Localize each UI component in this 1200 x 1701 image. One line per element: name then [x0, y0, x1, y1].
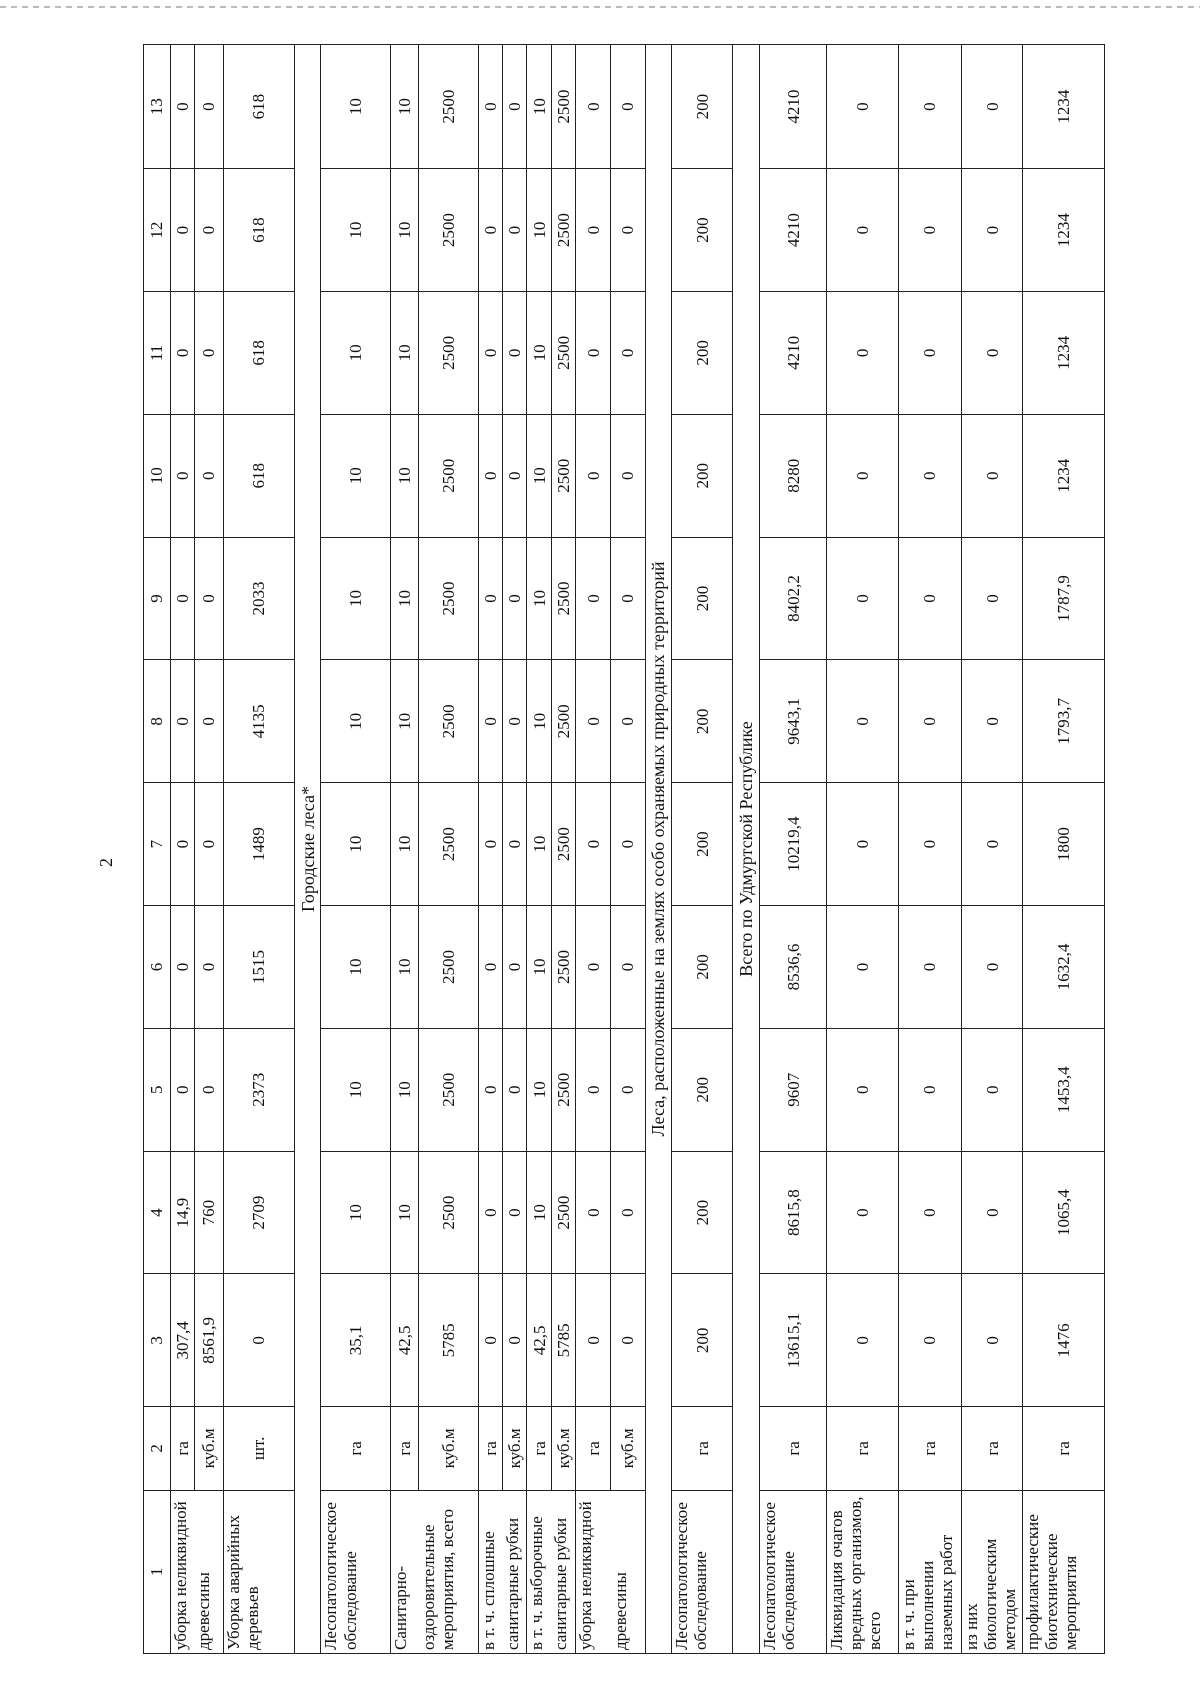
value-cell: 1515 — [223, 906, 294, 1029]
value-cell: 10 — [527, 414, 551, 537]
value-cell: 200 — [672, 1028, 733, 1151]
value-cell: 2500 — [551, 783, 575, 906]
value-cell: 0 — [827, 169, 898, 292]
row-label: Лесопатологическое обследование — [672, 1490, 733, 1653]
value-cell: 2500 — [551, 537, 575, 660]
value-cell: 0 — [170, 537, 194, 660]
value-cell: 0 — [898, 1028, 961, 1151]
value-cell: 0 — [827, 292, 898, 415]
value-cell: 760 — [194, 1151, 223, 1274]
value-cell: 1476 — [1023, 1274, 1105, 1407]
value-cell: 1489 — [223, 783, 294, 906]
value-cell: 0 — [827, 414, 898, 537]
value-cell: 0 — [478, 292, 502, 415]
value-cell: 0 — [611, 783, 646, 906]
value-cell: 0 — [503, 1274, 527, 1407]
table-row — [760, 45, 827, 1654]
value-cell: 0 — [898, 537, 961, 660]
unit-cell: куб.м — [551, 1407, 575, 1491]
value-cell: 0 — [194, 414, 223, 537]
header-cell: 1 — [144, 1490, 171, 1653]
value-cell: 200 — [672, 660, 733, 783]
value-cell: 0 — [961, 292, 1022, 415]
value-cell: 10 — [321, 45, 390, 169]
value-cell: 1632,4 — [1023, 906, 1105, 1029]
value-cell: 0 — [478, 1151, 502, 1274]
section-title: Леса, расположенные на землях особо охраняемых природных территорий — [645, 45, 672, 1654]
value-cell: 0 — [170, 45, 194, 169]
value-cell: 200 — [672, 169, 733, 292]
value-cell: 2033 — [223, 537, 294, 660]
value-cell: 4210 — [760, 45, 827, 169]
value-cell: 10 — [527, 1028, 551, 1151]
value-cell: 0 — [576, 45, 611, 169]
unit-cell: га — [961, 1407, 1022, 1491]
row-label: в т. ч. сплошные — [478, 1490, 502, 1653]
value-cell: 10 — [527, 45, 551, 169]
scan-artifact-line — [0, 6, 1200, 8]
value-cell: 10 — [390, 45, 419, 169]
value-cell: 0 — [194, 660, 223, 783]
value-cell: 200 — [672, 1151, 733, 1274]
unit-cell: га — [321, 1407, 390, 1491]
value-cell: 0 — [898, 660, 961, 783]
value-cell: 618 — [223, 292, 294, 415]
value-cell: 10 — [321, 906, 390, 1029]
value-cell: 0 — [478, 414, 502, 537]
value-cell: 8402,2 — [760, 537, 827, 660]
value-cell: 0 — [898, 292, 961, 415]
value-cell: 8280 — [760, 414, 827, 537]
value-cell: 5785 — [551, 1274, 575, 1407]
value-cell: 0 — [503, 660, 527, 783]
value-cell: 0 — [503, 292, 527, 415]
value-cell: 10 — [527, 906, 551, 1029]
header-cell: 8 — [144, 660, 171, 783]
value-cell: 0 — [611, 1274, 646, 1407]
value-cell: 0 — [898, 414, 961, 537]
table-row — [672, 45, 733, 1654]
unit-cell: га — [478, 1407, 502, 1491]
value-cell: 1234 — [1023, 414, 1105, 537]
row-label: уборка неликвидной — [576, 1490, 611, 1653]
unit-cell: куб.м — [503, 1407, 527, 1491]
value-cell: 0 — [194, 906, 223, 1029]
value-cell: 0 — [576, 414, 611, 537]
value-cell: 0 — [961, 906, 1022, 1029]
value-cell: 0 — [576, 1274, 611, 1407]
unit-cell: га — [898, 1407, 961, 1491]
value-cell: 2500 — [551, 660, 575, 783]
header-cell: 2 — [144, 1407, 171, 1491]
unit-cell: га — [672, 1407, 733, 1491]
value-cell: 1234 — [1023, 45, 1105, 169]
unit-cell: шт. — [223, 1407, 294, 1491]
value-cell: 10 — [390, 783, 419, 906]
value-cell: 0 — [194, 537, 223, 660]
value-cell: 10 — [390, 660, 419, 783]
value-cell: 200 — [672, 414, 733, 537]
value-cell: 8615,8 — [760, 1151, 827, 1274]
value-cell: 10 — [321, 1028, 390, 1151]
unit-cell: га — [170, 1407, 194, 1491]
value-cell: 13615,1 — [760, 1274, 827, 1407]
value-cell: 8536,6 — [760, 906, 827, 1029]
value-cell: 1453,4 — [1023, 1028, 1105, 1151]
value-cell: 2500 — [419, 660, 478, 783]
value-cell: 10 — [321, 783, 390, 906]
table-row — [551, 45, 575, 1654]
value-cell: 10 — [390, 1028, 419, 1151]
value-cell: 9607 — [760, 1028, 827, 1151]
table-row — [170, 45, 194, 1654]
value-cell: 1234 — [1023, 292, 1105, 415]
value-cell: 0 — [611, 292, 646, 415]
row-label: Уборка аварийных деревьев — [223, 1490, 294, 1653]
value-cell: 9643,1 — [760, 660, 827, 783]
page-number: 2 — [96, 858, 116, 867]
header-cell: 12 — [144, 169, 171, 292]
value-cell: 0 — [961, 414, 1022, 537]
header-cell: 13 — [144, 45, 171, 169]
value-cell: 10 — [321, 1151, 390, 1274]
value-cell: 1234 — [1023, 169, 1105, 292]
value-cell: 2500 — [419, 292, 478, 415]
value-cell: 2500 — [419, 1028, 478, 1151]
row-label: Ликвидация очагов вредных организмов, всего — [827, 1490, 898, 1653]
value-cell: 10 — [390, 292, 419, 415]
value-cell: 0 — [611, 537, 646, 660]
value-cell: 0 — [194, 169, 223, 292]
value-cell: 200 — [672, 45, 733, 169]
value-cell: 0 — [478, 1028, 502, 1151]
value-cell: 2500 — [551, 169, 575, 292]
value-cell: 0 — [170, 414, 194, 537]
unit-cell: га — [1023, 1407, 1105, 1491]
value-cell: 0 — [611, 660, 646, 783]
row-label: из них биологическим методом — [961, 1490, 1022, 1653]
value-cell: 0 — [503, 45, 527, 169]
value-cell: 10 — [527, 660, 551, 783]
value-cell: 2500 — [551, 1151, 575, 1274]
value-cell: 2500 — [419, 906, 478, 1029]
value-cell: 0 — [898, 1151, 961, 1274]
table-row — [527, 45, 551, 1654]
row-label: Лесопатологическое обследование — [760, 1490, 827, 1653]
value-cell: 0 — [503, 906, 527, 1029]
value-cell: 10 — [527, 169, 551, 292]
value-cell: 5785 — [419, 1274, 478, 1407]
value-cell: 0 — [576, 537, 611, 660]
value-cell: 10 — [390, 414, 419, 537]
value-cell: 10 — [390, 906, 419, 1029]
row-label: в т. ч. выборочные — [527, 1490, 551, 1653]
value-cell: 10 — [390, 537, 419, 660]
value-cell: 4210 — [760, 169, 827, 292]
value-cell: 0 — [170, 169, 194, 292]
value-cell: 0 — [170, 1028, 194, 1151]
value-cell: 200 — [672, 1274, 733, 1407]
value-cell: 4210 — [760, 292, 827, 415]
value-cell: 0 — [611, 414, 646, 537]
value-cell: 1800 — [1023, 783, 1105, 906]
value-cell: 42,5 — [527, 1274, 551, 1407]
table-row — [961, 45, 1022, 1654]
section-title: Всего по Удмуртской Республике — [733, 45, 760, 1654]
value-cell: 0 — [503, 1028, 527, 1151]
value-cell: 0 — [478, 1274, 502, 1407]
value-cell: 0 — [611, 1151, 646, 1274]
value-cell: 200 — [672, 292, 733, 415]
value-cell: 0 — [478, 45, 502, 169]
table-row — [1023, 45, 1105, 1654]
value-cell: 0 — [576, 906, 611, 1029]
table-row — [321, 45, 390, 1654]
header-cell: 11 — [144, 292, 171, 415]
value-cell: 0 — [611, 1028, 646, 1151]
value-cell: 10 — [390, 169, 419, 292]
value-cell: 0 — [194, 45, 223, 169]
value-cell: 0 — [576, 169, 611, 292]
value-cell: 2500 — [419, 414, 478, 537]
unit-cell: га — [576, 1407, 611, 1491]
value-cell: 0 — [827, 537, 898, 660]
value-cell: 0 — [827, 1151, 898, 1274]
unit-cell: га — [390, 1407, 419, 1491]
header-cell: 6 — [144, 906, 171, 1029]
row-label: Санитарно- — [390, 1490, 419, 1653]
rotated-table-sheet — [143, 44, 1105, 1654]
value-cell: 0 — [611, 169, 646, 292]
row-label: уборка неликвидной — [170, 1490, 194, 1653]
value-cell: 0 — [170, 660, 194, 783]
value-cell: 618 — [223, 414, 294, 537]
row-label: санитарные рубки — [551, 1490, 575, 1653]
value-cell: 0 — [898, 169, 961, 292]
section-row — [294, 45, 321, 1654]
value-cell: 0 — [961, 1274, 1022, 1407]
value-cell: 42,5 — [390, 1274, 419, 1407]
value-cell: 35,1 — [321, 1274, 390, 1407]
table-row — [419, 45, 478, 1654]
value-cell: 10 — [321, 292, 390, 415]
value-cell: 0 — [961, 783, 1022, 906]
value-cell: 4135 — [223, 660, 294, 783]
header-row — [144, 45, 171, 1654]
value-cell: 0 — [576, 1151, 611, 1274]
row-label: в т. ч. при выполнении наземных работ — [898, 1490, 961, 1653]
unit-cell: куб.м — [419, 1407, 478, 1491]
value-cell: 2500 — [551, 414, 575, 537]
row-label: профилактические биотехнические мероприятия — [1023, 1490, 1105, 1653]
unit-cell: га — [760, 1407, 827, 1491]
value-cell: 1065,4 — [1023, 1151, 1105, 1274]
table-row — [478, 45, 502, 1654]
row-label: Лесопатологическое обследование — [321, 1490, 390, 1653]
value-cell: 10 — [527, 783, 551, 906]
table-row — [223, 45, 294, 1654]
value-cell: 0 — [170, 906, 194, 1029]
value-cell: 2500 — [551, 906, 575, 1029]
unit-cell: га — [527, 1407, 551, 1491]
row-label: древесины — [611, 1490, 646, 1653]
value-cell: 0 — [611, 45, 646, 169]
value-cell: 2500 — [551, 1028, 575, 1151]
value-cell: 2373 — [223, 1028, 294, 1151]
value-cell: 0 — [503, 783, 527, 906]
value-cell: 618 — [223, 169, 294, 292]
row-label: древесины — [194, 1490, 223, 1653]
header-cell: 7 — [144, 783, 171, 906]
value-cell: 10 — [321, 414, 390, 537]
table-row — [503, 45, 527, 1654]
value-cell: 0 — [827, 1028, 898, 1151]
table-row — [611, 45, 646, 1654]
value-cell: 0 — [898, 1274, 961, 1407]
value-cell: 2500 — [419, 537, 478, 660]
value-cell: 0 — [576, 660, 611, 783]
value-cell: 0 — [503, 169, 527, 292]
value-cell: 0 — [961, 45, 1022, 169]
unit-cell: куб.м — [194, 1407, 223, 1491]
value-cell: 0 — [576, 783, 611, 906]
value-cell: 10 — [321, 537, 390, 660]
value-cell: 0 — [827, 783, 898, 906]
value-cell: 2500 — [419, 783, 478, 906]
value-cell: 10219,4 — [760, 783, 827, 906]
value-cell: 0 — [576, 292, 611, 415]
table-row — [194, 45, 223, 1654]
row-label: оздоровительные мероприятия, всего — [419, 1490, 478, 1653]
value-cell: 10 — [321, 660, 390, 783]
value-cell: 0 — [194, 1028, 223, 1151]
header-cell: 9 — [144, 537, 171, 660]
unit-cell: га — [827, 1407, 898, 1491]
value-cell: 0 — [961, 169, 1022, 292]
value-cell: 0 — [194, 292, 223, 415]
header-cell: 3 — [144, 1274, 171, 1407]
value-cell: 0 — [611, 906, 646, 1029]
value-cell: 14,9 — [170, 1151, 194, 1274]
value-cell: 0 — [503, 1151, 527, 1274]
header-cell: 4 — [144, 1151, 171, 1274]
value-cell: 0 — [827, 660, 898, 783]
table-row — [898, 45, 961, 1654]
value-cell: 0 — [170, 292, 194, 415]
value-cell: 0 — [194, 783, 223, 906]
header-cell: 5 — [144, 1028, 171, 1151]
value-cell: 0 — [478, 906, 502, 1029]
value-cell: 2500 — [551, 45, 575, 169]
value-cell: 2709 — [223, 1151, 294, 1274]
value-cell: 0 — [827, 906, 898, 1029]
forest-measures-table — [143, 44, 1105, 1654]
value-cell: 200 — [672, 537, 733, 660]
value-cell: 200 — [672, 783, 733, 906]
value-cell: 0 — [961, 660, 1022, 783]
value-cell: 0 — [827, 1274, 898, 1407]
value-cell: 0 — [961, 537, 1022, 660]
value-cell: 1793,7 — [1023, 660, 1105, 783]
value-cell: 618 — [223, 45, 294, 169]
value-cell: 0 — [898, 783, 961, 906]
value-cell: 10 — [527, 292, 551, 415]
value-cell: 0 — [478, 169, 502, 292]
value-cell: 2500 — [419, 45, 478, 169]
value-cell: 0 — [576, 1028, 611, 1151]
value-cell: 10 — [527, 537, 551, 660]
value-cell: 0 — [478, 783, 502, 906]
section-title: Городские леса* — [294, 45, 321, 1654]
table-row — [827, 45, 898, 1654]
section-row — [733, 45, 760, 1654]
value-cell: 0 — [898, 45, 961, 169]
header-cell: 10 — [144, 414, 171, 537]
value-cell: 0 — [478, 537, 502, 660]
value-cell: 0 — [170, 783, 194, 906]
value-cell: 10 — [527, 1151, 551, 1274]
value-cell: 0 — [898, 906, 961, 1029]
value-cell: 2500 — [419, 169, 478, 292]
section-row — [645, 45, 672, 1654]
value-cell: 0 — [223, 1274, 294, 1407]
row-label: санитарные рубки — [503, 1490, 527, 1653]
value-cell: 307,4 — [170, 1274, 194, 1407]
value-cell: 10 — [321, 169, 390, 292]
value-cell: 0 — [961, 1028, 1022, 1151]
value-cell: 8561,9 — [194, 1274, 223, 1407]
value-cell: 0 — [503, 537, 527, 660]
value-cell: 200 — [672, 906, 733, 1029]
value-cell: 10 — [390, 1151, 419, 1274]
value-cell: 0 — [827, 45, 898, 169]
value-cell: 0 — [961, 1151, 1022, 1274]
value-cell: 1787,9 — [1023, 537, 1105, 660]
unit-cell: куб.м — [611, 1407, 646, 1491]
value-cell: 2500 — [551, 292, 575, 415]
value-cell: 2500 — [419, 1151, 478, 1274]
table-row — [576, 45, 611, 1654]
value-cell: 0 — [503, 414, 527, 537]
value-cell: 0 — [478, 660, 502, 783]
table-row — [390, 45, 419, 1654]
